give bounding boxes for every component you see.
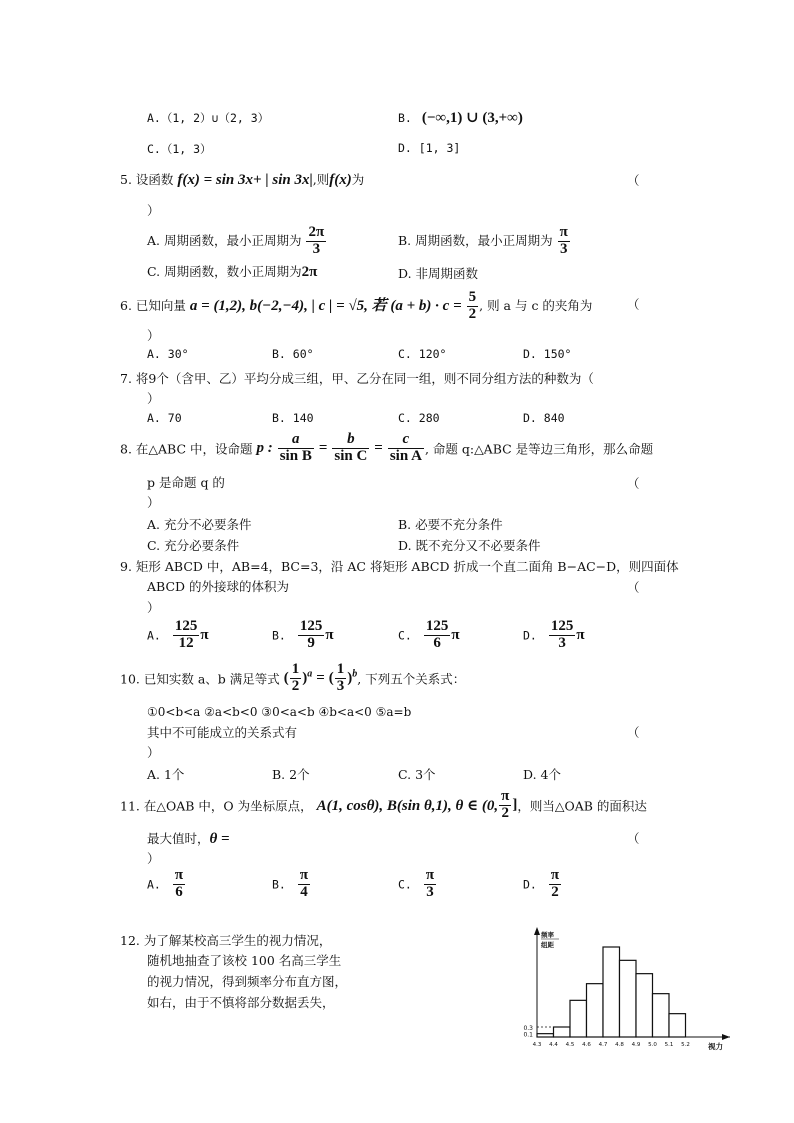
y-tick-label: 0.1 xyxy=(523,1031,533,1039)
q9-option-b: B. $\frac{125}{9}$ π xyxy=(272,618,334,651)
q10-stem-prefix: 10. 已知实数 a、b 满足等式 xyxy=(120,671,280,687)
q5-option-b xyxy=(398,225,571,258)
q6-option-d: D. 150° xyxy=(523,347,572,361)
histogram-bar xyxy=(669,1014,686,1037)
histogram-bar xyxy=(554,1027,571,1037)
q9-answer-paren-close: ） xyxy=(147,601,160,615)
x-tick-label: 4.3 xyxy=(532,1042,542,1048)
q5-option-b-frac: $\frac{\pi}{3}$ xyxy=(559,224,568,257)
q10-option-d: D. 4个 xyxy=(523,767,561,782)
q10-stem: 10. 已知实数 a、b 满足等式 ( $\frac{1}{2}$ )$^a$ = ( $\frac{1}{3}$ )$^b$, 下列五个关系式： xyxy=(120,661,466,694)
x-axis-arrow xyxy=(722,1034,730,1040)
q6-option-c: C. 120° xyxy=(398,347,447,361)
q11-option-a: A. $\frac{\pi}{6}$ xyxy=(147,867,184,900)
x-axis-title: 视力 xyxy=(708,1042,723,1051)
q5-option-a-text: A. 周期函数，最小正周期为 xyxy=(147,232,302,248)
q8-frac-a: $\frac{a}{\text{sin B}}$ xyxy=(279,431,312,464)
vision-histogram xyxy=(515,925,730,1055)
q5-stem-suffix: 为 xyxy=(351,172,365,187)
histogram-bar xyxy=(603,947,620,1037)
q8-frac-b: $\frac{b}{\text{sin C}}$ xyxy=(334,431,368,464)
q6-option-a: A. 30° xyxy=(147,347,189,361)
q9-option-c: C. $\frac{125}{6}$ π xyxy=(398,618,460,651)
q11-stem-prefix: 11. 在△OAB 中，O 为坐标原点， xyxy=(120,798,313,814)
q4-option-a: A.（1, 2）∪（2, 3） xyxy=(147,111,270,125)
q5-stem-fx: f(x) xyxy=(329,172,352,188)
q4-option-c: C.（1, 3） xyxy=(147,142,212,156)
x-tick-label: 4.8 xyxy=(615,1042,624,1048)
q11-answer-paren-close: ） xyxy=(147,852,160,866)
q11-option-d: D. $\frac{\pi}{2}$ xyxy=(523,867,560,900)
q11-stem-frac: $\frac{\pi}{2}$ xyxy=(501,788,510,821)
q6-answer-paren-open: （ xyxy=(627,298,640,312)
q8-stem xyxy=(120,432,653,465)
q5-answer-paren-open: （ xyxy=(627,174,640,188)
q8-stem-p: p : xyxy=(256,439,273,456)
q11-option-c: C. $\frac{\pi}{3}$ xyxy=(398,867,435,900)
q5-option-c xyxy=(147,262,317,281)
q5-option-b-text: B. 周期函数，最小正周期为 xyxy=(398,232,553,248)
x-tick-label: 5.2 xyxy=(681,1042,690,1048)
q8-option-a: A. 充分不必要条件 xyxy=(147,517,252,532)
q5-stem-then: ,则 xyxy=(312,172,330,187)
q11-stem-suffix: ，则当△OAB 的面积达 xyxy=(517,798,647,814)
q9-option-d: D. $\frac{125}{3}$ π xyxy=(523,618,585,651)
q7-option-a: A. 70 xyxy=(147,411,182,425)
q10-frac-third: $\frac{1}{3}$ xyxy=(336,661,345,694)
histogram-bar xyxy=(653,994,670,1037)
histogram-bar xyxy=(620,960,637,1037)
q6-stem xyxy=(120,290,592,323)
q5-stem-prefix: 5. 设函数 xyxy=(120,172,174,187)
y-tick-label: 0.3 xyxy=(523,1025,533,1032)
y-axis-title-bottom: 组距 xyxy=(541,941,554,949)
q5-option-a-frac: $\frac{2\pi}{3}$ xyxy=(308,224,325,257)
q9-stem-line1: 9. 矩形 ABCD 中，AB=4，BC=3，沿 AC 将矩形 ABCD 折成一个直二面角 B−AC−D，则四面体 xyxy=(120,559,679,574)
q5-option-c-text: C. 周期函数，数小正周期为 xyxy=(147,264,302,279)
q4-option-d: D. [1, 3] xyxy=(398,141,461,155)
q7-option-c: C. 280 xyxy=(398,411,440,425)
x-tick-label: 4.9 xyxy=(631,1042,641,1048)
q5-answer-paren-close: ） xyxy=(147,204,160,218)
q10-answer-paren-open: （ xyxy=(627,726,640,740)
q8-answer-paren-close: ） xyxy=(147,496,160,510)
q12-line3: 的视力情况，得到频率分布直方图， xyxy=(147,974,348,989)
histogram-bar xyxy=(587,984,604,1037)
histogram-bar xyxy=(537,1034,554,1037)
q7-stem: 7. 将9个（含甲、乙）平均分成三组，甲、乙分在同一组，则不同分组方法的种数为（ xyxy=(120,371,594,386)
q5-option-a xyxy=(147,225,327,258)
q8-stem-line2: p 是命题 q 的 xyxy=(147,475,225,490)
q10-stem-suffix: , 下列五个关系式： xyxy=(357,671,466,687)
q5-option-d: D. 非周期函数 xyxy=(398,266,479,281)
q11-stem: 11. 在△OAB 中，O 为坐标原点， A(1, cosθ), B(sin θ,1), θ ∈ (0, $\frac{\pi}{2}$ ]，则当△OAB 的面积达 xyxy=(120,788,647,821)
q8-answer-paren-open: （ xyxy=(627,477,640,491)
q7-option-d: D. 840 xyxy=(523,411,565,425)
q9-option-a: A. $\frac{125}{12}$ π xyxy=(147,618,209,651)
q8-stem-prefix: 8. 在△ABC 中，设命题 xyxy=(120,441,253,457)
q10-option-b: B. 2个 xyxy=(272,767,310,782)
x-tick-label: 4.7 xyxy=(598,1042,608,1048)
q9-stem-line2: ABCD 的外接球的体积为 xyxy=(147,579,290,594)
q11-answer-paren-open: （ xyxy=(627,832,640,846)
x-tick-label: 4.5 xyxy=(565,1042,575,1048)
x-tick-label: 4.4 xyxy=(549,1042,558,1048)
q8-eq-2: = xyxy=(374,439,383,456)
q4-option-b-expr: (−∞,1) ∪ (3,+∞) xyxy=(421,110,523,126)
q5-stem-function: f(x) = sin 3x+ | sin 3x| xyxy=(177,172,313,188)
q8-option-d: D. 既不充分又不必要条件 xyxy=(398,538,541,553)
q10-option-c: C. 3个 xyxy=(398,767,436,782)
q8-frac-c: $\frac{c}{\text{sin A}}$ xyxy=(389,431,422,464)
q8-option-b: B. 必要不充分条件 xyxy=(398,517,503,532)
q7-answer-paren-close: ） xyxy=(147,392,160,406)
q12-line1: 12. 为了解某校高三学生的视力情况， xyxy=(120,933,332,948)
q10-option-a: A. 1个 xyxy=(147,767,185,782)
q7-option-b: B. 140 xyxy=(272,411,314,425)
x-tick-label: 5.0 xyxy=(648,1042,657,1048)
q10-relations: ①0<b<a ②a<b<0 ③0<a<b ④b<a<0 ⑤a=b xyxy=(147,705,412,719)
q8-eq-1: = xyxy=(318,439,328,456)
q11-option-b: B. $\frac{\pi}{4}$ xyxy=(272,867,309,900)
y-axis-title-top: 频率 xyxy=(541,931,554,939)
q8-stem-suffix: , 命题 q:△ABC 是等边三角形，那么命题 xyxy=(424,441,654,457)
q6-answer-paren-close: ） xyxy=(147,329,160,343)
x-tick-label: 5.1 xyxy=(664,1042,674,1048)
q6-option-b: B. 60° xyxy=(272,347,314,361)
q4-option-b-label: B. xyxy=(398,111,412,125)
q5-option-c-val: 2π xyxy=(301,264,318,280)
x-tick-label: 4.6 xyxy=(582,1042,591,1048)
histogram-bar xyxy=(636,974,653,1037)
q6-stem-expr: a = (1,2), b(−2,−4), | c | = √5, 若 (a + b) · c = xyxy=(189,297,462,314)
q10-stem-line3: 其中不可能成立的关系式有 xyxy=(147,725,298,740)
q6-stem-frac: $\frac{5}{2}$ xyxy=(468,289,477,322)
q5-stem xyxy=(120,170,364,189)
q11-stem-line2: 最大值时，θ = xyxy=(147,831,230,847)
q10-answer-paren-close: ） xyxy=(147,746,160,760)
y-axis-arrow xyxy=(534,927,540,935)
histogram-bars xyxy=(537,947,686,1037)
q11-stem-expr: A(1, cosθ), B(sin θ,1), θ ∈ (0, xyxy=(316,797,499,814)
q12-line2: 随机地抽查了该校 100 名高三学生 xyxy=(147,953,342,968)
q6-stem-prefix: 6. 已知向量 xyxy=(120,297,186,313)
q10-frac-half: $\frac{1}{2}$ xyxy=(291,661,300,694)
q12-line4: 如右，由于不慎将部分数据丢失， xyxy=(147,995,335,1010)
q6-stem-suffix: , 则 a 与 c 的夹角为 xyxy=(479,297,593,313)
q9-answer-paren-open: （ xyxy=(627,581,640,595)
q8-option-c: C. 充分必要条件 xyxy=(147,538,240,553)
histogram-bar xyxy=(570,1000,587,1037)
q4-option-b xyxy=(398,108,523,127)
